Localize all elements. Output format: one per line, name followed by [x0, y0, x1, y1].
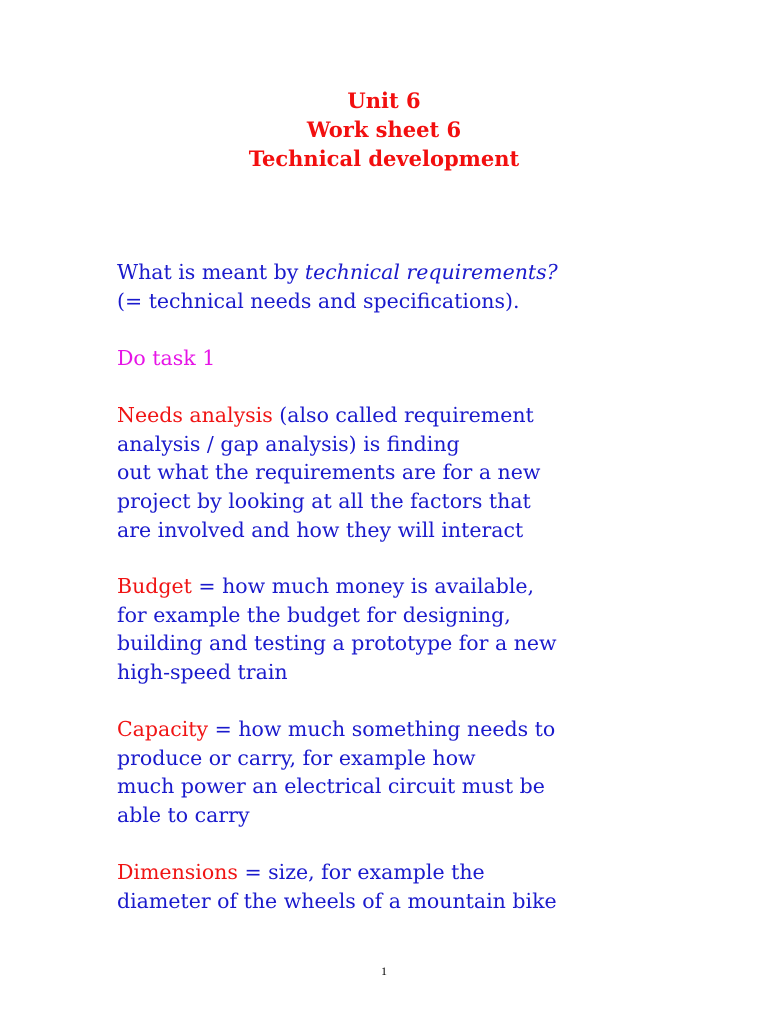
dimensions-line-1	[117, 858, 757, 887]
intro-question-prefix: What is meant by	[117, 260, 305, 284]
intro-definition: (= technical needs and specifications).	[117, 288, 520, 313]
needs-analysis-line-3: out what the requirements are for a new	[117, 460, 541, 485]
dimensions-paragraph	[117, 858, 757, 915]
intro-question-term: technical requirements?	[304, 260, 558, 284]
needs-analysis-line-1-rest: (also called requirement	[272, 403, 534, 427]
task-label: Do task 1	[117, 346, 216, 370]
intro-paragraph	[117, 258, 757, 315]
intro-question-line	[117, 258, 757, 287]
topic-title: Technical development	[248, 146, 520, 171]
needs-analysis-line-5: are involved and how they will interact	[117, 517, 524, 542]
budget-term: Budget	[117, 574, 192, 598]
unit-title: Unit 6	[347, 88, 421, 113]
needs-analysis-line-4: project by looking at all the factors that	[117, 489, 531, 514]
dimensions-term: Dimensions	[117, 860, 238, 884]
title-block	[0, 86, 768, 173]
worksheet-title: Work sheet 6	[306, 117, 462, 142]
needs-analysis-line-2: analysis / gap analysis) is finding	[117, 431, 460, 456]
budget-line-4: high-speed train	[117, 660, 288, 685]
dimensions-line-1-rest: = size, for example the	[237, 860, 485, 884]
capacity-line-3: much power an electrical circuit must be	[117, 774, 545, 799]
budget-paragraph	[117, 572, 757, 687]
capacity-term: Capacity	[117, 717, 209, 741]
task-paragraph	[117, 344, 757, 373]
capacity-line-1-rest: = how much something needs to	[208, 717, 556, 741]
dimensions-line-2: diameter of the wheels of a mountain bike	[117, 888, 557, 913]
page-number: 1	[381, 964, 387, 978]
capacity-line-2: produce or carry, for example how	[117, 745, 476, 770]
budget-line-3: building and testing a prototype for a new	[117, 631, 557, 656]
budget-line-1-rest: = how much money is available,	[191, 574, 535, 598]
capacity-line-1	[117, 715, 757, 744]
capacity-line-4: able to carry	[117, 803, 250, 828]
needs-analysis-paragraph	[117, 401, 757, 545]
capacity-paragraph	[117, 715, 757, 830]
needs-analysis-term: Needs analysis	[117, 403, 273, 427]
budget-line-1	[117, 572, 757, 601]
needs-analysis-line-1	[117, 401, 757, 430]
budget-line-2: for example the budget for designing,	[117, 602, 511, 627]
